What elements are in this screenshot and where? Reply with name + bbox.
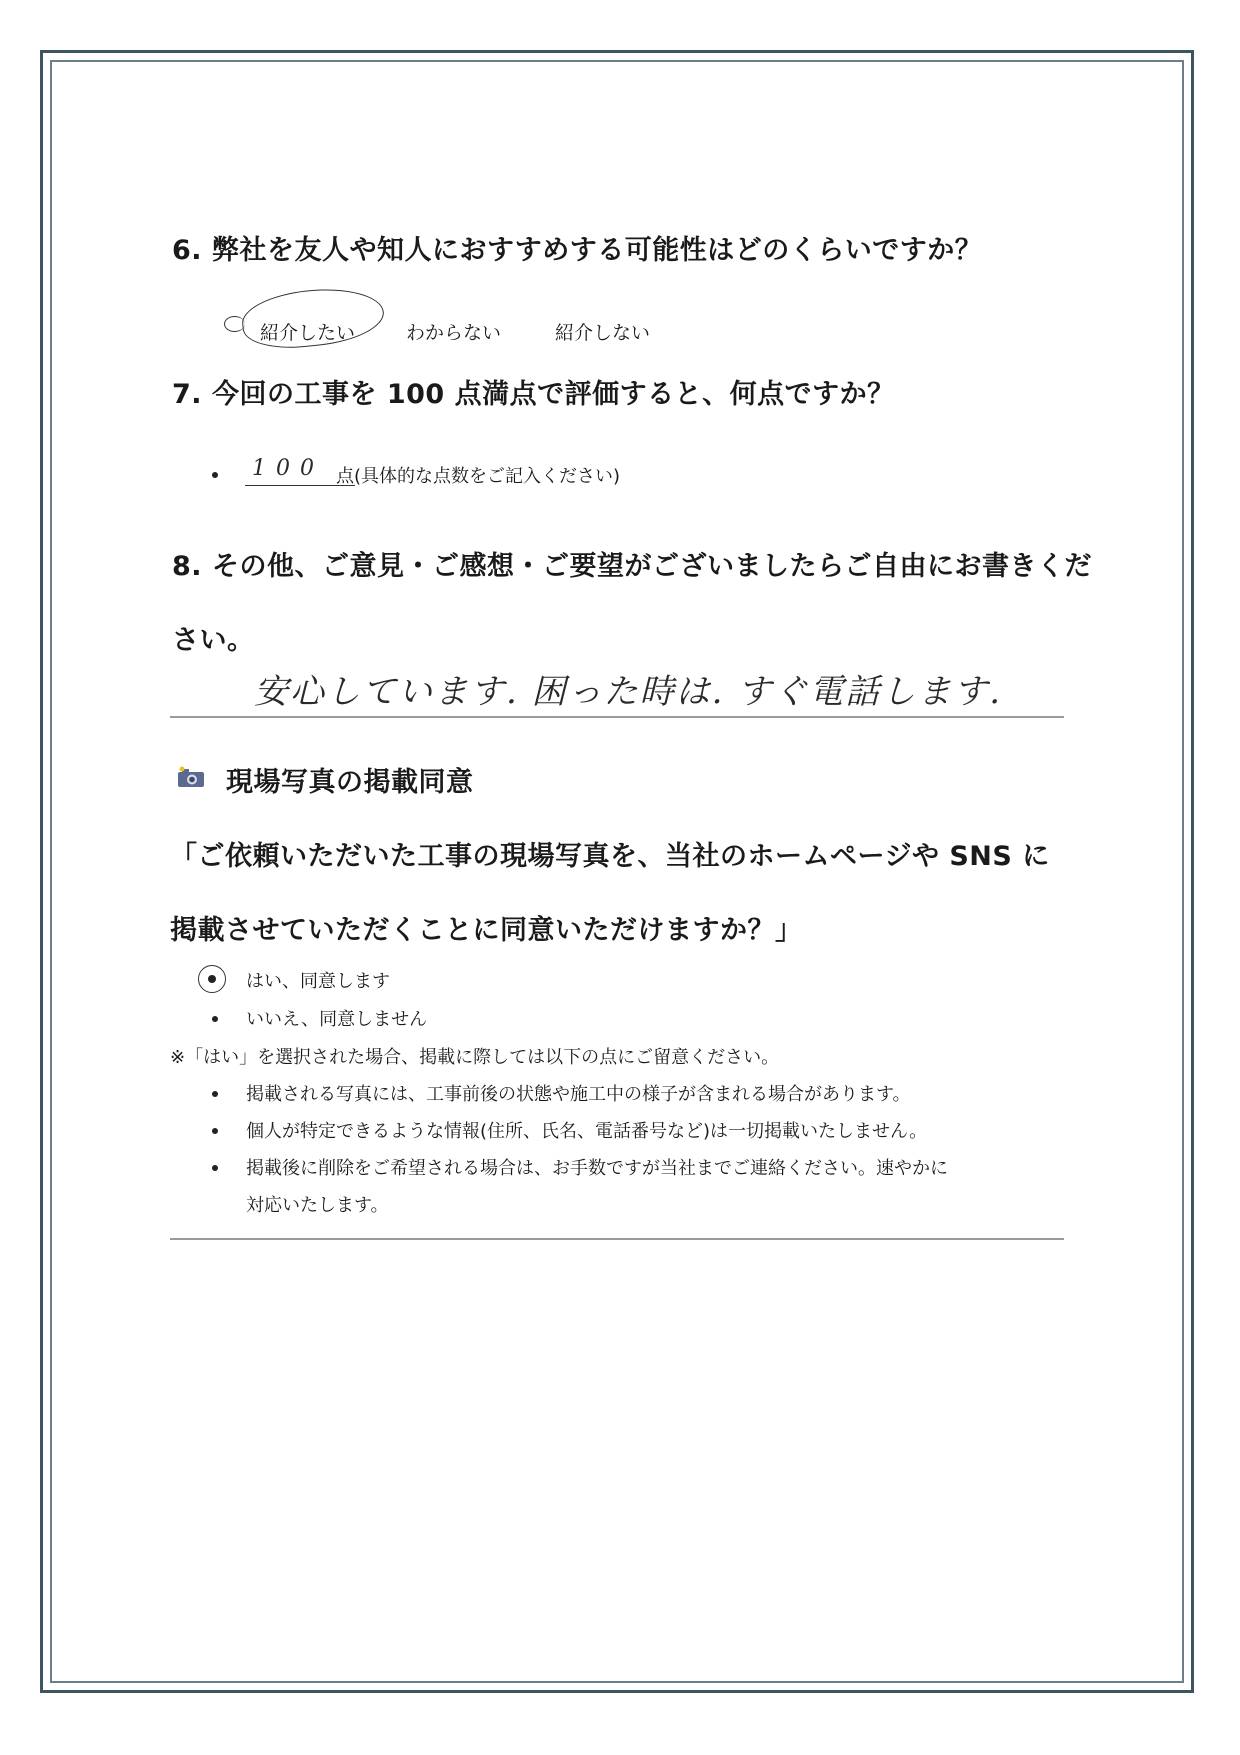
consent-note: ※「はい」を選択された場合、掲載に際しては以下の点にご留意ください。	[170, 1047, 780, 1068]
option-yes[interactable]: はい、同意します	[246, 971, 390, 992]
bullet	[212, 1091, 218, 1097]
question-6: 6. 弊社を友人や知人におすすめする可能性はどのくらいですか？	[172, 235, 983, 266]
radio-yes-selected[interactable]	[198, 965, 226, 993]
option-unsure[interactable]: わからない	[406, 322, 502, 344]
photo-consent-heading: 現場写真の掲載同意	[226, 767, 474, 798]
bullet	[212, 1016, 218, 1022]
divider	[170, 716, 1064, 718]
photo-consent-question-line2: 掲載させていただくことに同意いただけますか？」	[170, 915, 803, 946]
note-item-3-cont: 対応いたします。	[246, 1195, 389, 1216]
option-recommend[interactable]: 紹介したい	[260, 322, 356, 344]
question-8-line1: 8. その他、ご意見・ご感想・ご要望がございましたらご自由にお書きくだ	[172, 551, 1092, 582]
score-suffix: 点(具体的な点数をご記入ください)	[336, 466, 621, 487]
photo-consent-question-line1: 「ご依頼いただいた工事の現場写真を、当社のホームページや SNS に	[170, 841, 1050, 872]
bullet	[212, 1128, 218, 1134]
divider	[170, 1238, 1064, 1240]
score-value[interactable]: 100	[252, 456, 324, 481]
note-item-2: 個人が特定できるような情報(住所、氏名、電話番号など)は一切掲載いたしません。	[246, 1121, 928, 1142]
note-item-3: 掲載後に削除をご希望される場合は、お手数ですが当社までご連絡ください。速やかに	[246, 1158, 948, 1179]
option-no[interactable]: いいえ、同意しません	[246, 1009, 428, 1030]
free-comment-answer[interactable]: 安心しています. 困った時は. すぐ電話します.	[254, 672, 1003, 712]
question-7: 7. 今回の工事を 100 点満点で評価すると、何点ですか？	[172, 379, 895, 410]
bullet	[212, 472, 218, 478]
circle-tail	[224, 316, 245, 332]
question-8-line2: さい。	[172, 625, 255, 656]
bullet	[212, 1165, 218, 1171]
option-not-recommend[interactable]: 紹介しない	[555, 322, 651, 344]
camera-icon	[176, 766, 206, 788]
note-item-1: 掲載される写真には、工事前後の状態や施工中の様子が含まれる場合があります。	[246, 1084, 911, 1105]
